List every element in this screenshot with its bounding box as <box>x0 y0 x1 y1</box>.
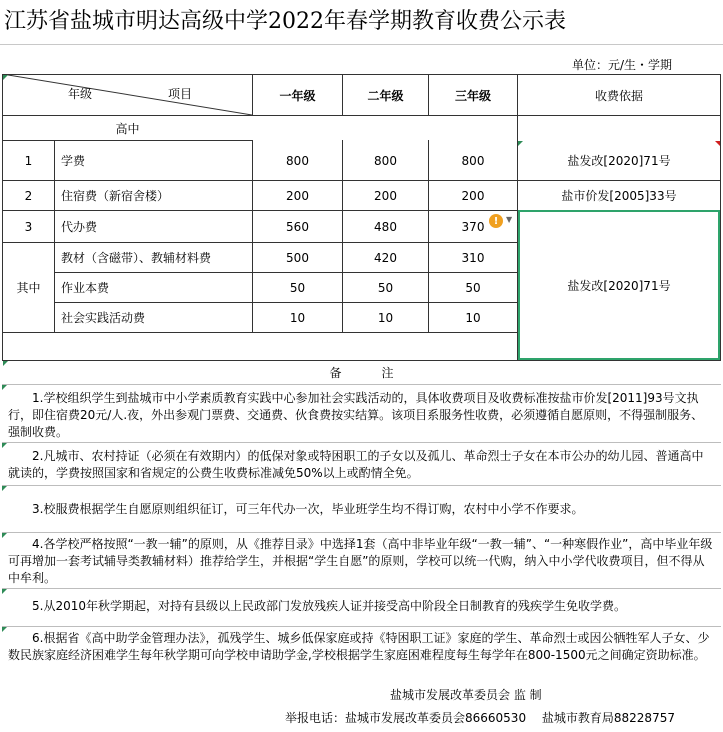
header-grade-2: 二年级 <box>367 88 404 103</box>
note-divider <box>2 626 721 627</box>
hotline-line: 举报电话：盐城市发展改革委员会86660530 盐城市教育局88228757 <box>285 711 675 725</box>
row-grade-3: 370 <box>461 219 485 234</box>
row-item: 代办费 <box>61 220 98 234</box>
table-border-right <box>720 74 721 360</box>
row-grade-1: 200 <box>286 188 309 203</box>
row-grade-3: 200 <box>461 188 485 203</box>
title-divider <box>0 44 723 45</box>
sub-row-grade-2: 420 <box>374 250 397 265</box>
sub-row-item: 教材（含磁带）、教辅材料费 <box>61 251 212 265</box>
note-item: 2.凡城市、农村持证（必须在有效期内）的低保对象或特困职工的子女以及孤儿、革命烈士子女在本市公办的幼儿园、普通高中就读的，学费按照国家和省规定的公费生收费标准减免50%以上或酌情全免。 <box>8 449 704 480</box>
section-label: 高中 <box>115 121 140 136</box>
comment-marker-icon <box>2 486 7 491</box>
header-basis: 收费依据 <box>594 88 643 103</box>
comment-marker-icon <box>518 141 523 146</box>
header-grade-label: 年级 <box>68 86 93 101</box>
sub-row-grade-3: 310 <box>461 250 485 265</box>
note-item: 5.从2010年秋学期起，对持有县级以上民政部门发放残疾人证并接受高中阶段全日制教育的残疾学生免收学费。 <box>32 599 626 613</box>
sub-row-grade-2: 10 <box>377 310 394 325</box>
page-title: 江苏省盐城市明达高级中学2022年春学期教育收费公示表 <box>4 9 566 34</box>
row-basis-merged: 盐发改[2020]71号 <box>567 278 671 293</box>
supervisor-line: 盐城市发展改革委员会 监 制 <box>390 688 542 702</box>
selected-cell-outline[interactable] <box>518 210 720 360</box>
header-grade-3: 三年级 <box>454 88 491 103</box>
sub-row-item: 社会实践活动费 <box>61 311 146 325</box>
note-divider <box>2 384 721 385</box>
row-grade-2: 800 <box>374 153 397 168</box>
row-item: 学费 <box>61 154 86 168</box>
note-divider <box>2 588 721 589</box>
sub-row-grade-1: 50 <box>289 280 306 295</box>
notes-heading: 备注 <box>329 365 434 380</box>
note-item: 4.各学校严格按照“一教一辅”的原则，从《推荐目录》中选择1套（高中非毕业年级“一教一辅”、“一种寒假作业”，高中毕业年级可再增加一套考试辅导类教辅材料）推荐给学生，并根据“学生自愿”的原则，学校可以统一代购，纳入中小学代收费项目，但不得从中牟利。 <box>8 537 713 585</box>
note-item: 1.学校组织学生到盐城市中小学素质教育实践中心参加社会实践活动的，具体收费项目及收费标准按盐市价发[2011]93号文执行，即住宿费20元/人.夜，外出参观门票费、交通费、伙食费按实结算。该项目系服务性收费，必须遵循自愿原则，不得强制服务、强制收费。 <box>8 391 704 439</box>
dropdown-caret-icon[interactable]: ▼ <box>506 215 513 224</box>
row-basis: 盐发改[2020]71号 <box>567 154 671 168</box>
sub-row-item: 作业本费 <box>61 281 110 295</box>
fee-table <box>2 74 721 360</box>
row-number: 1 <box>24 153 33 168</box>
header-grade-1: 一年级 <box>279 88 316 103</box>
sub-row-grade-1: 500 <box>286 250 309 265</box>
note-divider <box>2 485 721 486</box>
row-item: 住宿费（新宿舍楼） <box>61 189 170 203</box>
row-number: 2 <box>24 188 33 203</box>
table-line <box>2 332 517 333</box>
sub-row-grade-1: 10 <box>289 310 306 325</box>
header-diagonal <box>2 74 252 115</box>
row-grade-1: 560 <box>286 219 309 234</box>
row-grade-1: 800 <box>286 153 309 168</box>
row-grade-2: 480 <box>374 219 397 234</box>
sub-row-grade-3: 50 <box>465 280 481 295</box>
unit-label: 单位：元/生・学期 <box>572 58 673 72</box>
sub-row-grade-3: 10 <box>465 310 481 325</box>
sub-row-grade-2: 50 <box>377 280 394 295</box>
header-item-label: 项目 <box>168 86 193 101</box>
comment-marker-icon <box>3 75 8 80</box>
note-divider <box>2 442 721 443</box>
note-divider <box>2 532 721 533</box>
row-grade-3: 800 <box>461 153 485 168</box>
comment-marker-icon <box>2 589 7 594</box>
row-number: 3 <box>24 219 33 234</box>
comment-marker-icon <box>715 141 720 146</box>
row-basis: 盐市价发[2005]33号 <box>561 189 677 203</box>
note-item: 6.根据省《高中助学金管理办法》，孤残学生、城乡低保家庭或持《特困职工证》家庭的学生、革命烈士或因公牺牲军人子女、少数民族家庭经济困难学生每年秋学期可向学校申请助学金,学校根据学生家庭困难程度每生每学年在800-1500元之间确定资助标准。 <box>8 631 710 662</box>
sub-group-label: 其中 <box>16 281 41 295</box>
row-grade-2: 200 <box>374 188 397 203</box>
warning-icon[interactable]: ! <box>489 214 503 228</box>
note-item: 3.校服费根据学生自愿原则组织征订，可三年代办一次，毕业班学生均不得订购，农村中小学不作要求。 <box>32 502 584 516</box>
